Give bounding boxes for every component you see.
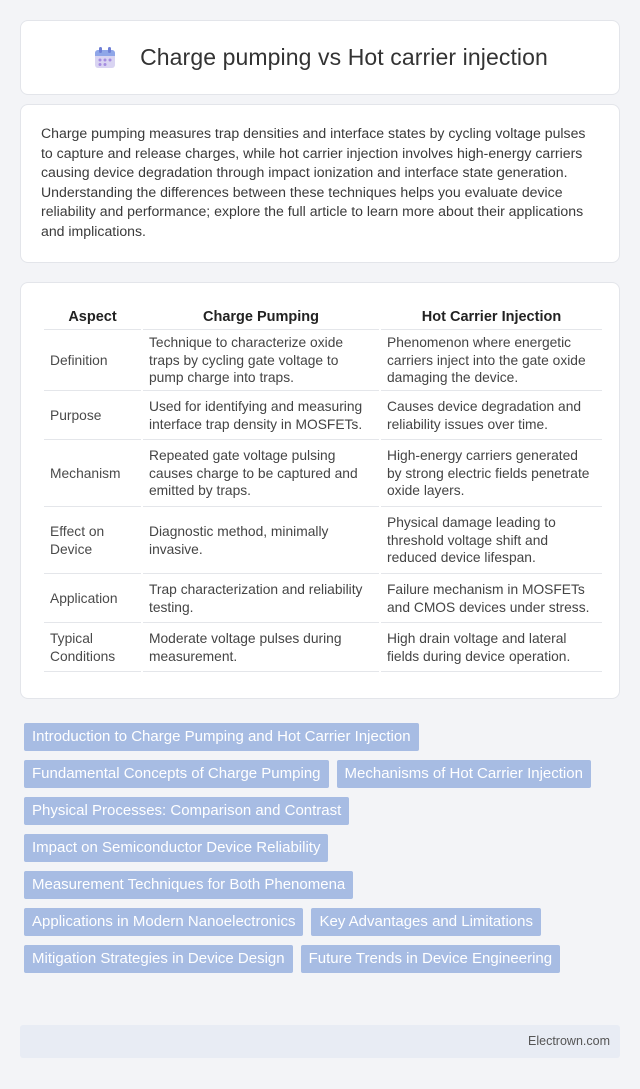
footer xyxy=(20,1025,620,1058)
row-hot-carrier-injection: Failure mechanism in MOSFETs and CMOS devices under stress. xyxy=(381,575,602,623)
topic-link[interactable]: Mitigation Strategies in Device Design xyxy=(24,945,293,973)
row-hot-carrier-injection: Physical damage leading to threshold voltage shift and reduced device lifespan. xyxy=(381,508,602,574)
table-row xyxy=(44,331,602,391)
row-hot-carrier-injection: Phenomenon where energetic carriers inject into the gate oxide damaging the device. xyxy=(381,331,602,391)
comparison-table xyxy=(42,305,604,673)
topic-link[interactable]: Impact on Semiconductor Device Reliability xyxy=(24,834,328,862)
topic-link[interactable]: Applications in Modern Nanoelectronics xyxy=(24,908,303,936)
row-charge-pumping: Used for identifying and measuring interface trap density in MOSFETs. xyxy=(143,392,379,440)
topic-link[interactable]: Physical Processes: Comparison and Contrast xyxy=(24,797,349,825)
row-charge-pumping: Moderate voltage pulses during measurement. xyxy=(143,624,379,672)
table-row xyxy=(44,575,602,623)
topic-link[interactable]: Future Trends in Device Engineering xyxy=(301,945,560,973)
topic-links xyxy=(24,723,620,973)
title-card xyxy=(20,20,620,95)
topic-link[interactable]: Key Advantages and Limitations xyxy=(311,908,540,936)
row-aspect: Effect on Device xyxy=(44,508,141,574)
row-hot-carrier-injection: Causes device degradation and reliability issues over time. xyxy=(381,392,602,440)
row-aspect: Purpose xyxy=(44,392,141,440)
column-header-aspect: Aspect xyxy=(44,306,141,330)
row-aspect: Application xyxy=(44,575,141,623)
row-charge-pumping: Trap characterization and reliability testing. xyxy=(143,575,379,623)
table-header-row xyxy=(44,306,602,330)
table-row xyxy=(44,392,602,440)
table-row xyxy=(44,508,602,574)
row-hot-carrier-injection: High-energy carriers generated by strong electric fields penetrate oxide layers. xyxy=(381,441,602,507)
row-charge-pumping: Repeated gate voltage pulsing causes charge to be captured and emitted by traps. xyxy=(143,441,379,507)
table-row xyxy=(44,441,602,507)
calendar-icon xyxy=(92,45,118,71)
comparison-table-card xyxy=(20,282,620,699)
topic-link[interactable]: Measurement Techniques for Both Phenomena xyxy=(24,871,353,899)
topic-link[interactable]: Introduction to Charge Pumping and Hot Carrier Injection xyxy=(24,723,419,751)
row-charge-pumping: Diagnostic method, minimally invasive. xyxy=(143,508,379,574)
intro-card xyxy=(20,104,620,263)
row-aspect: Typical Conditions xyxy=(44,624,141,672)
table-row xyxy=(44,624,602,672)
row-aspect: Mechanism xyxy=(44,441,141,507)
row-charge-pumping: Technique to characterize oxide traps by cycling gate voltage to pump charge into traps. xyxy=(143,331,379,391)
topic-link[interactable]: Mechanisms of Hot Carrier Injection xyxy=(337,760,591,788)
page-title: Charge pumping vs Hot carrier injection xyxy=(140,44,548,70)
topic-link[interactable]: Fundamental Concepts of Charge Pumping xyxy=(24,760,329,788)
row-hot-carrier-injection: High drain voltage and lateral fields during device operation. xyxy=(381,624,602,672)
footer-brand: Electrown.com xyxy=(528,1034,610,1048)
intro-text: Charge pumping measures trap densities and interface states by cycling voltage pulses to capture and release charges, while hot carrier injection involves high-energy carriers causing device degradation through impact ionization and interface state generation. Understanding the differences between these techniques helps you evaluate device reliability and performance; explore the full article to learn more about their applications and implications. xyxy=(41,125,586,239)
column-header-charge-pumping: Charge Pumping xyxy=(143,306,379,330)
row-aspect: Definition xyxy=(44,331,141,391)
column-header-hot-carrier-injection: Hot Carrier Injection xyxy=(381,306,602,330)
